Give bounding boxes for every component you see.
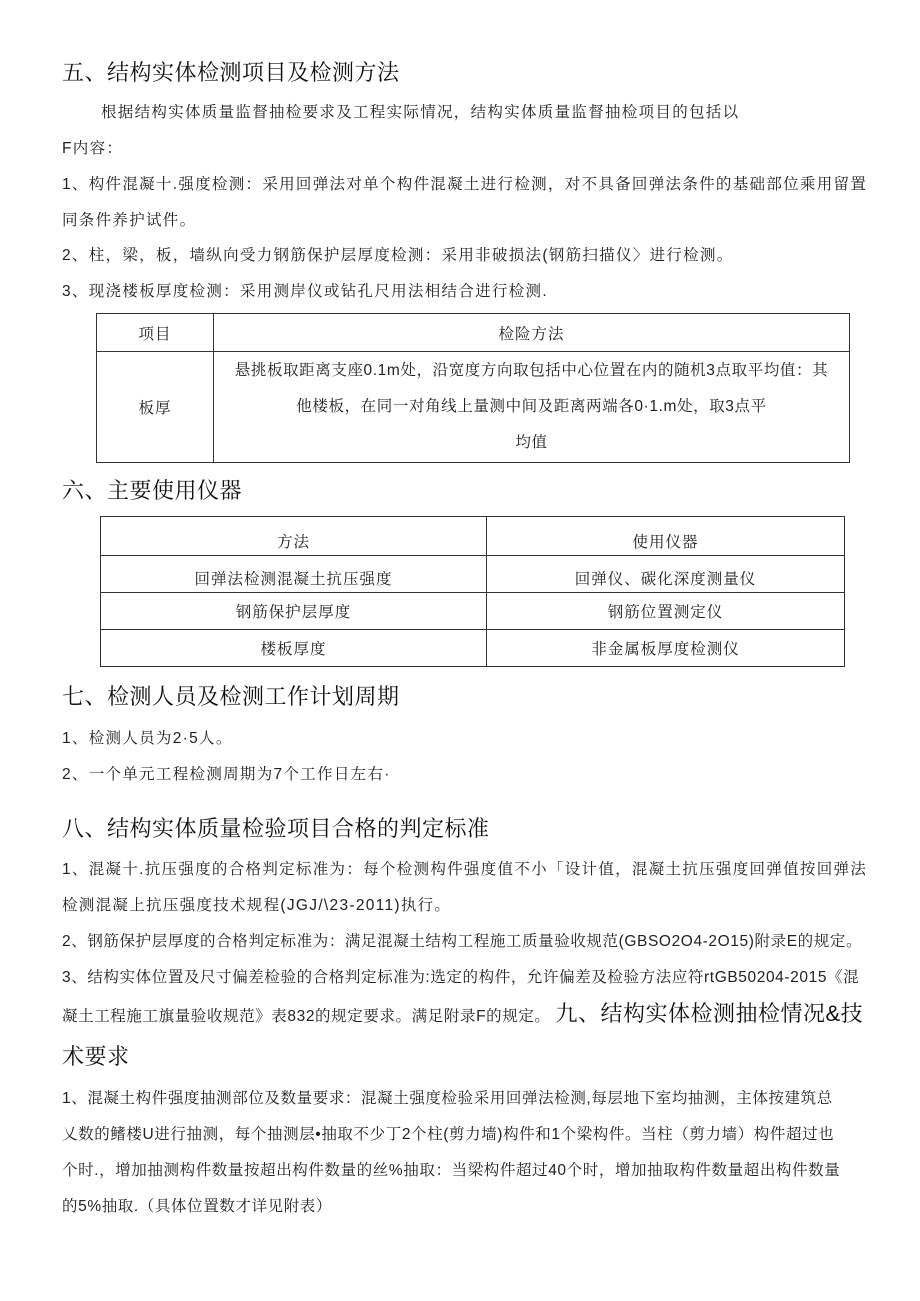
heading-section-8: 八、结构实体质量检验项目合格的判定标准 (62, 816, 490, 841)
table-cell: 钢筋保护层厚度 (101, 593, 487, 630)
table-cell: 回弹仪、碳化深度测量仪 (487, 556, 845, 593)
method-table (96, 313, 850, 463)
table-cell: 钢筋位置测定仪 (487, 593, 845, 630)
instrument-table (100, 516, 845, 667)
method-line: 他楼板，在同一对角线上量测中间及距离两端各0·1.m处，取3点平 (296, 398, 767, 415)
heading-section-9-cont: 术要求 (62, 1044, 130, 1069)
list-item-cont (62, 1001, 864, 1027)
table-row (101, 593, 845, 630)
list-item-cont: 个时.，增加抽测构件数量按超出构件数量的丝%抽取：当梁构件超过40个时，增加抽取构件数量超出构件数量 (62, 1162, 841, 1179)
list-item-cont: 检测混凝上抗压强度技术规程(JGJ/\23-2011)执行。 (62, 897, 452, 914)
list-item: 2、一个单元工程检测周期为7个工作日左右· (62, 766, 391, 783)
method-line: 均值 (515, 434, 548, 451)
list-item: 3、现浇楼板厚度检测：采用测岸仪或钻孔尺用法相结合进行检测. (62, 283, 548, 300)
list-item: 1、混凝土构件强度抽测部位及数量要求：混凝土强度检验采用回弹法检测,每层地下室均抽测，主体按建筑总 (62, 1090, 833, 1107)
list-item: 1、检测人员为2·5人。 (62, 730, 233, 747)
table-row (97, 352, 850, 463)
list-item-text: 凝土工程施工旗量验收规范》表832的规定要求。满足附录F的规定。 (62, 1008, 551, 1025)
table-row (101, 556, 845, 593)
list-item-cont: 同条件养护试件。 (62, 212, 197, 229)
list-item: 2、钢筋保护层厚度的合格判定标准为：满足混凝土结构工程施工质量验收规范(GBSO2O4-2O15)附录E的规定。 (62, 933, 863, 950)
list-item: 1、构件混凝十.强度检测：采用回弹法对单个构件混凝土进行检测，对不具备回弹法条件的基础部位乘用留置 (62, 176, 868, 193)
heading-section-9: 九、结构实体检测抽检情况&技 (555, 1001, 864, 1026)
table-cell: 楼板厚度 (101, 630, 487, 667)
list-item-cont: 乂数的鳍楼U进行抽测，每个抽测层•抽取不少丁2个柱(剪力墙)构件和1个梁构件。当柱（剪力墙）构件超过也 (62, 1126, 835, 1143)
list-item-cont: 的5%抽取.（具体位置数才详见附表） (62, 1198, 333, 1215)
table-cell: 回弹法检测混凝土抗压强度 (101, 556, 487, 593)
table-header: 检险方法 (214, 314, 850, 352)
table-row (101, 630, 845, 667)
list-item: 2、柱，梁，板，墙纵向受力钢筋保护层厚度检测：采用非破损法(钢筋扫描仪〉进行检测。 (62, 247, 734, 264)
list-item: 1、混凝十.抗压强度的合格判定标准为：每个检测构件强度值不小「设计值，混凝土抗压强度回弹值按回弹法 (62, 861, 868, 878)
method-line: 悬挑板取距离支座0.1m处，沿宽度方向取包括中心位置在内的随机3点取平均值：其 (234, 362, 829, 379)
table-header: 使用仪器 (487, 517, 845, 556)
list-item: 3、结构实体位置及尺寸偏差检验的合格判定标准为:选定的构件，允许偏差及检验方法应符rtGB50204-2015《混 (62, 969, 860, 986)
table-header: 项目 (97, 314, 214, 352)
paragraph-intro: 根据结构实体质量监督抽检要求及工程实际情况，结构实体质量监督抽检项目的包括以 (101, 104, 740, 121)
heading-section-6: 六、主要使用仪器 (62, 478, 243, 503)
table-cell (214, 352, 850, 463)
table-cell: 非金属板厚度检测仪 (487, 630, 845, 667)
heading-section-7: 七、检测人员及检测工作计划周期 (62, 684, 400, 709)
table-header: 方法 (101, 517, 487, 556)
table-cell: 板厚 (97, 352, 214, 463)
paragraph-intro-cont: F内容： (62, 140, 124, 157)
heading-section-5: 五、结构实体检测项目及检测方法 (62, 60, 400, 85)
